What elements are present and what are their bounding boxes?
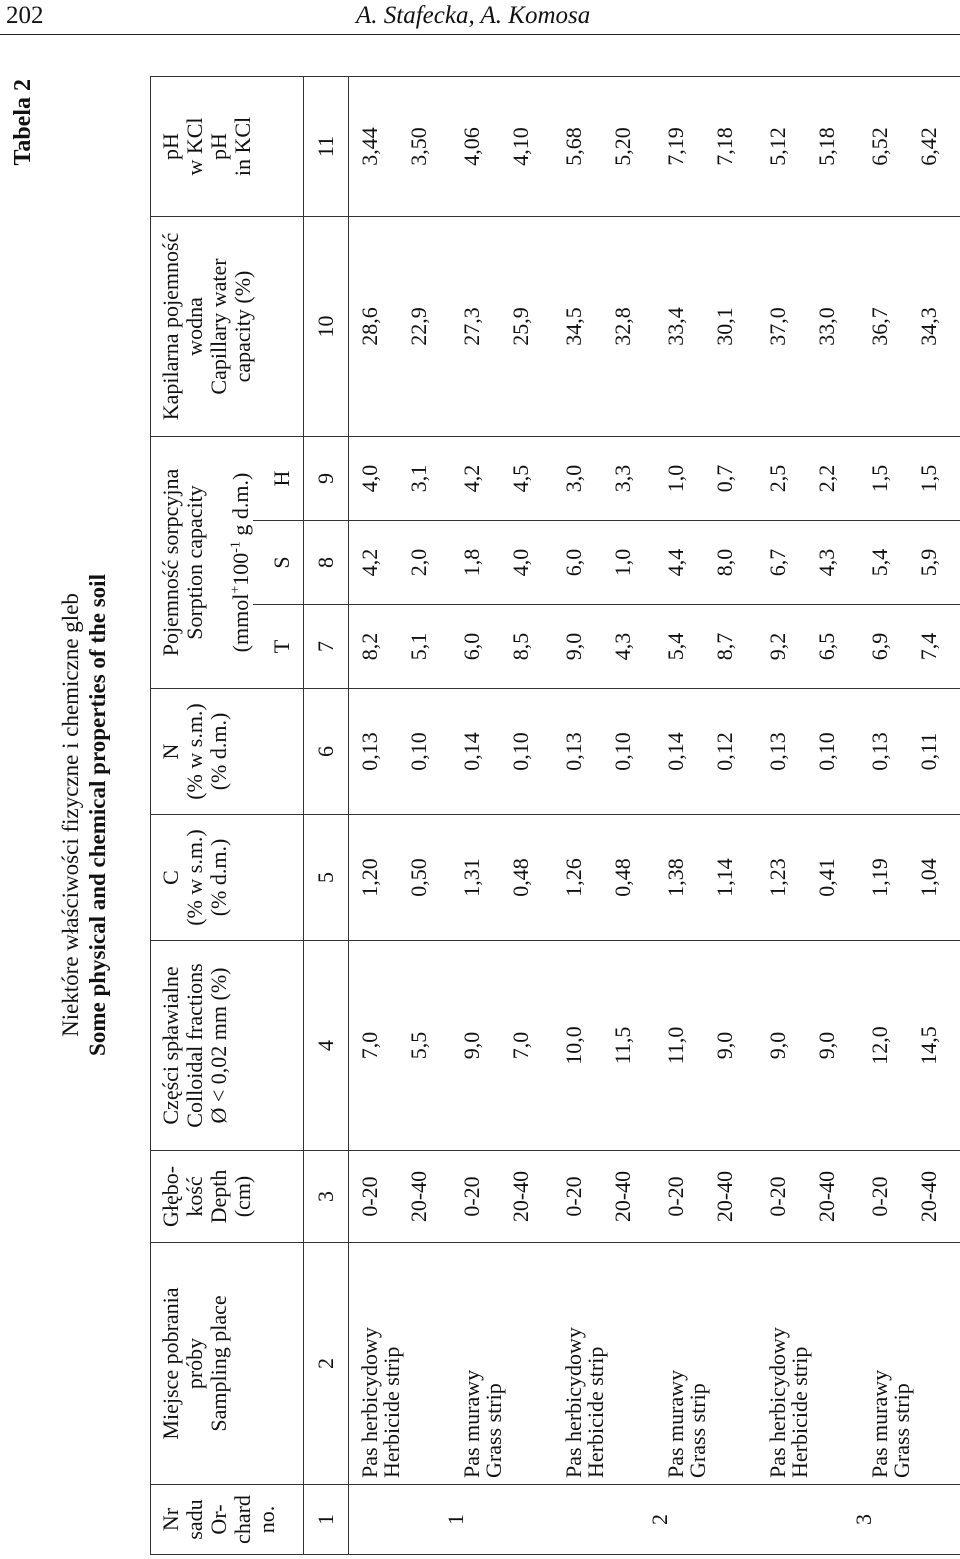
nitrogen-cell: 0,10: [810, 689, 859, 815]
depth-cell: 0-20: [553, 1151, 606, 1243]
depth-cell: 20-40: [912, 1151, 960, 1243]
carbon-cell: 0,41: [810, 815, 859, 941]
column-number: 1: [304, 1485, 349, 1555]
capillary-cell: 30,1: [708, 216, 757, 436]
sorption-s-cell: 1,8: [451, 521, 504, 605]
nitrogen-cell: 0,14: [655, 689, 708, 815]
depth-cell: 0-20: [655, 1151, 708, 1243]
sorption-h-cell: 4,5: [504, 436, 553, 520]
ph-cell: 5,18: [810, 76, 859, 216]
header-carbon: C (% w s.m.) (% d.m.): [151, 815, 304, 941]
sorption-h-cell: 2,2: [810, 436, 859, 520]
nitrogen-cell: 0,14: [451, 689, 504, 815]
carbon-cell: 1,04: [912, 815, 960, 941]
carbon-cell: 1,23: [757, 815, 810, 941]
capillary-cell: 36,7: [859, 216, 912, 436]
depth-cell: 20-40: [810, 1151, 859, 1243]
sorption-s-cell: 8,0: [708, 521, 757, 605]
colloid-cell: 9,0: [708, 941, 757, 1151]
column-number: 7: [304, 605, 349, 689]
table-caption-english: Some physical and chemical properties of the soil: [85, 574, 110, 1056]
nitrogen-cell: 0,12: [708, 689, 757, 815]
sorption-t-cell: 6,9: [859, 605, 912, 689]
column-number: 10: [304, 216, 349, 436]
table-row: [757, 76, 810, 1554]
column-number-row: [304, 76, 349, 1554]
sorption-s-cell: 4,4: [655, 521, 708, 605]
sorption-h-cell: 3,3: [606, 436, 655, 520]
table-body: [349, 76, 960, 1554]
sorption-s-cell: 5,9: [912, 521, 960, 605]
sampling-place-cell: Pas herbicydowy Herbicide strip: [349, 1243, 452, 1485]
capillary-cell: 28,6: [349, 216, 403, 436]
nitrogen-cell: 0,11: [912, 689, 960, 815]
ph-cell: 5,68: [553, 76, 606, 216]
header-sampling-place: Miejsce pobrania próby Sampling place: [151, 1243, 304, 1485]
sampling-place-cell: Pas murawy Grass strip: [859, 1243, 960, 1485]
capillary-cell: 22,9: [402, 216, 451, 436]
sorption-h-cell: 4,0: [349, 436, 403, 520]
ph-cell: 3,44: [349, 76, 403, 216]
sorption-h-cell: 3,1: [402, 436, 451, 520]
depth-cell: 20-40: [504, 1151, 553, 1243]
capillary-cell: 37,0: [757, 216, 810, 436]
header-ph: pH w KCl pH in KCl: [151, 76, 304, 216]
table-row: [553, 76, 606, 1554]
carbon-cell: 1,26: [553, 815, 606, 941]
capillary-cell: 34,5: [553, 216, 606, 436]
nitrogen-cell: 0,13: [349, 689, 403, 815]
sorption-h-cell: 1,0: [655, 436, 708, 520]
sorption-h-cell: 2,5: [757, 436, 810, 520]
rotated-table-page: [0, 75, 941, 1555]
header-depth: Głębo- kość Depth (cm): [151, 1151, 304, 1243]
sorption-s-cell: 1,0: [606, 521, 655, 605]
nitrogen-cell: 0,13: [757, 689, 810, 815]
sorption-t-cell: 5,1: [402, 605, 451, 689]
sorption-s-cell: 4,2: [349, 521, 403, 605]
sorption-s-cell: 4,0: [504, 521, 553, 605]
ph-cell: 5,20: [606, 76, 655, 216]
capillary-cell: 27,3: [451, 216, 504, 436]
sorption-h-cell: 1,5: [859, 436, 912, 520]
depth-cell: 20-40: [606, 1151, 655, 1243]
table-row: [349, 76, 403, 1554]
colloid-cell: 11,0: [655, 941, 708, 1151]
capillary-cell: 32,8: [606, 216, 655, 436]
page-number: 202: [6, 2, 44, 29]
orchard-number-cell: 3: [757, 1485, 960, 1555]
header-colloidal-fractions: Części spławialne Colloidal fractions Ø < 0,02 mm (%): [151, 941, 304, 1151]
colloid-cell: 9,0: [451, 941, 504, 1151]
ph-cell: 7,19: [655, 76, 708, 216]
nitrogen-cell: 0,13: [553, 689, 606, 815]
sorption-t-cell: 8,5: [504, 605, 553, 689]
sampling-place-cell: Pas herbicydowy Herbicide strip: [553, 1243, 655, 1485]
soil-properties-table: [150, 76, 960, 1555]
ph-cell: 4,10: [504, 76, 553, 216]
header-orchard-no: Nr sadu Or- chard no.: [151, 1485, 304, 1555]
table-row: [859, 76, 912, 1554]
carbon-cell: 0,50: [402, 815, 451, 941]
depth-cell: 0-20: [349, 1151, 403, 1243]
carbon-cell: 0,48: [504, 815, 553, 941]
orchard-number-cell: 1: [349, 1485, 554, 1555]
colloid-cell: 5,5: [402, 941, 451, 1151]
table-row: [655, 76, 708, 1554]
running-head: [0, 0, 960, 42]
colloid-cell: 9,0: [810, 941, 859, 1151]
nitrogen-cell: 0,10: [402, 689, 451, 815]
table-label: Tabela 2: [10, 79, 36, 166]
colloid-cell: 12,0: [859, 941, 912, 1151]
depth-cell: 0-20: [859, 1151, 912, 1243]
column-number: 4: [304, 941, 349, 1151]
header-nitrogen: N (% w s.m.) (% d.m.): [151, 689, 304, 815]
colloid-cell: 14,5: [912, 941, 960, 1151]
table-row: [451, 76, 504, 1554]
column-number: 3: [304, 1151, 349, 1243]
sorption-s-cell: 2,0: [402, 521, 451, 605]
carbon-cell: 0,48: [606, 815, 655, 941]
capillary-cell: 25,9: [504, 216, 553, 436]
colloid-cell: 10,0: [553, 941, 606, 1151]
carbon-cell: 1,20: [349, 815, 403, 941]
carbon-cell: 1,14: [708, 815, 757, 941]
ph-cell: 4,06: [451, 76, 504, 216]
capillary-cell: 33,0: [810, 216, 859, 436]
table-caption-polish: Niektóre właściwości fizyczne i chemiczne gleb: [58, 593, 83, 1037]
sorption-s-cell: 6,0: [553, 521, 606, 605]
ph-cell: 7,18: [708, 76, 757, 216]
sorption-t-cell: 6,5: [810, 605, 859, 689]
colloid-cell: 7,0: [504, 941, 553, 1151]
sorption-t-cell: 8,2: [349, 605, 403, 689]
ph-cell: 3,50: [402, 76, 451, 216]
header-capillary-water-capacity: Kapilarna pojemność wodna Capillary water capacity (%): [151, 216, 304, 436]
sorption-t-cell: 9,2: [757, 605, 810, 689]
colloid-cell: 11,5: [606, 941, 655, 1151]
ph-cell: 5,12: [757, 76, 810, 216]
capillary-cell: 34,3: [912, 216, 960, 436]
running-head-authors: A. Stafecka, A. Komosa: [356, 2, 591, 29]
orchard-number-cell: 2: [553, 1485, 757, 1555]
sampling-place-cell: Pas herbicydowy Herbicide strip: [757, 1243, 859, 1485]
capillary-cell: 33,4: [655, 216, 708, 436]
column-number: 6: [304, 689, 349, 815]
depth-cell: 0-20: [757, 1151, 810, 1243]
depth-cell: 20-40: [708, 1151, 757, 1243]
column-number: 9: [304, 436, 349, 520]
header-sorption-h: H: [253, 436, 304, 520]
sorption-t-cell: 6,0: [451, 605, 504, 689]
sorption-s-cell: 4,3: [810, 521, 859, 605]
sorption-h-cell: 3,0: [553, 436, 606, 520]
colloid-cell: 9,0: [757, 941, 810, 1151]
header-sorption-capacity: Pojemność sorpcyjna Sorption capacity ($mmol^+100^{-1}$ g d.m.): [151, 436, 254, 688]
depth-cell: 20-40: [402, 1151, 451, 1243]
sorption-t-cell: 4,3: [606, 605, 655, 689]
header-rule: [0, 34, 960, 35]
sorption-t-cell: 5,4: [655, 605, 708, 689]
carbon-cell: 1,31: [451, 815, 504, 941]
sorption-t-cell: 7,4: [912, 605, 960, 689]
ph-cell: 6,42: [912, 76, 960, 216]
ph-cell: 6,52: [859, 76, 912, 216]
nitrogen-cell: 0,10: [504, 689, 553, 815]
sorption-h-cell: 1,5: [912, 436, 960, 520]
sorption-t-cell: 8,7: [708, 605, 757, 689]
carbon-cell: 1,38: [655, 815, 708, 941]
header-sorption-t: T: [253, 605, 304, 689]
column-number: 5: [304, 815, 349, 941]
nitrogen-cell: 0,10: [606, 689, 655, 815]
sorption-s-cell: 6,7: [757, 521, 810, 605]
sorption-h-cell: 4,2: [451, 436, 504, 520]
sorption-s-cell: 5,4: [859, 521, 912, 605]
sampling-place-cell: Pas murawy Grass strip: [451, 1243, 553, 1485]
sorption-h-cell: 0,7: [708, 436, 757, 520]
header-sorption-s: S: [253, 521, 304, 605]
carbon-cell: 1,19: [859, 815, 912, 941]
sampling-place-cell: Pas murawy Grass strip: [655, 1243, 757, 1485]
column-number: 11: [304, 76, 349, 216]
depth-cell: 0-20: [451, 1151, 504, 1243]
column-number: 2: [304, 1243, 349, 1485]
colloid-cell: 7,0: [349, 941, 403, 1151]
column-number: 8: [304, 521, 349, 605]
sorption-t-cell: 9,0: [553, 605, 606, 689]
nitrogen-cell: 0,13: [859, 689, 912, 815]
